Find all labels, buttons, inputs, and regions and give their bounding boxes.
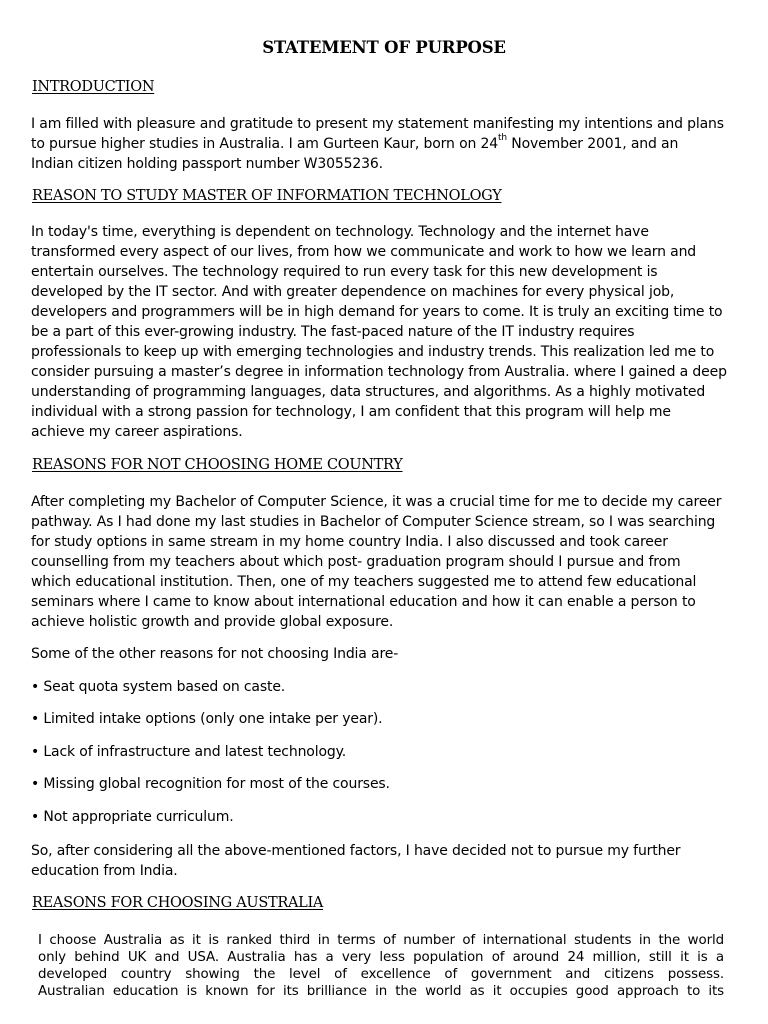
reasons-intro: Some of the other reasons for not choosing India are- bbox=[31, 646, 399, 662]
paragraph-line: only behind UK and USA. Australia has a very less population of around 24 million, still it is a bbox=[38, 950, 724, 965]
choosing-australia-paragraph bbox=[38, 932, 724, 1000]
section-heading-reason-to-study: REASON TO STUDY MASTER OF INFORMATION TECHNOLOGY bbox=[32, 188, 502, 204]
paragraph-line: education from India. bbox=[31, 863, 178, 879]
paragraph-line: which educational institution. Then, one of my teachers suggested me to attend few educational bbox=[31, 574, 697, 590]
bullet-item: • Not appropriate curriculum. bbox=[31, 809, 234, 825]
document-title: STATEMENT OF PURPOSE bbox=[262, 38, 506, 57]
bullet-item: • Lack of infrastructure and latest technology. bbox=[31, 744, 347, 760]
paragraph-line: Australian education is known for its brilliance in the world as it occupies good approach to its bbox=[38, 984, 724, 999]
paragraph-line: developers and programmers will be in high demand for years to come. It is truly an exciting time to bbox=[31, 304, 723, 320]
paragraph-line: consider pursuing a master’s degree in information technology from Australia. where I gained a deep bbox=[31, 364, 727, 380]
paragraph-line: to pursue higher studies in Australia. I am Gurteen Kaur, born on 24th November 2001, and an bbox=[31, 133, 679, 152]
paragraph-line: In today's time, everything is dependent on technology. Technology and the internet have bbox=[31, 224, 649, 240]
paragraph-line: After completing my Bachelor of Computer Science, it was a crucial time for me to decide my career bbox=[31, 494, 722, 510]
paragraph-line: understanding of programming languages, data structures, and algorithms. As a highly motivated bbox=[31, 384, 706, 400]
paragraph-line: I am filled with pleasure and gratitude to present my statement manifesting my intentions and plans bbox=[31, 116, 724, 132]
paragraph-line: developed country showing the level of excellence of government and citizens possess. bbox=[38, 967, 724, 982]
ordinal-suffix: th bbox=[498, 133, 507, 143]
paragraph-line: pathway. As I had done my last studies in Bachelor of Computer Science stream, so I was searching bbox=[31, 514, 716, 530]
paragraph-line: seminars where I came to know about international education and how it can enable a person to bbox=[31, 594, 696, 610]
bullet-item: • Missing global recognition for most of the courses. bbox=[31, 776, 390, 792]
bullet-item: • Seat quota system based on caste. bbox=[31, 679, 286, 695]
introduction-paragraph bbox=[31, 114, 743, 174]
paragraph-line: entertain ourselves. The technology required to run every task for this new development is bbox=[31, 264, 658, 280]
reason-to-study-paragraph bbox=[31, 222, 743, 442]
not-home-country-paragraph bbox=[31, 492, 743, 632]
paragraph-line: counselling from my teachers about which post- graduation program should I pursue and from bbox=[31, 554, 681, 570]
paragraph-line: Indian citizen holding passport number W3055236. bbox=[31, 156, 383, 172]
section-heading-choosing-australia: REASONS FOR CHOOSING AUSTRALIA bbox=[32, 895, 324, 911]
section-heading-not-home-country: REASONS FOR NOT CHOOSING HOME COUNTRY bbox=[32, 457, 403, 473]
section-heading-introduction: INTRODUCTION bbox=[32, 79, 155, 95]
paragraph-line: I choose Australia as it is ranked third in terms of number of international students in the world bbox=[38, 933, 724, 948]
paragraph-line: developed by the IT sector. And with greater dependence on machines for every physical job, bbox=[31, 284, 675, 300]
conclusion-paragraph bbox=[31, 841, 743, 881]
paragraph-line: So, after considering all the above-mentioned factors, I have decided not to pursue my further bbox=[31, 843, 681, 859]
paragraph-line: achieve holistic growth and provide global exposure. bbox=[31, 614, 394, 630]
paragraph-line: professionals to keep up with emerging technologies and industry trends. This realization led me to bbox=[31, 344, 715, 360]
paragraph-line: individual with a strong passion for technology, I am confident that this program will help me bbox=[31, 404, 671, 420]
paragraph-line: for study options in same stream in my home country India. I also discussed and took career bbox=[31, 534, 668, 550]
paragraph-line: achieve my career aspirations. bbox=[31, 424, 243, 440]
paragraph-line: be a part of this ever-growing industry. The fast-paced nature of the IT industry requires bbox=[31, 324, 635, 340]
paragraph-line: transformed every aspect of our lives, from how we communicate and work to how we learn and bbox=[31, 244, 697, 260]
bullet-item: • Limited intake options (only one intake per year). bbox=[31, 711, 383, 727]
